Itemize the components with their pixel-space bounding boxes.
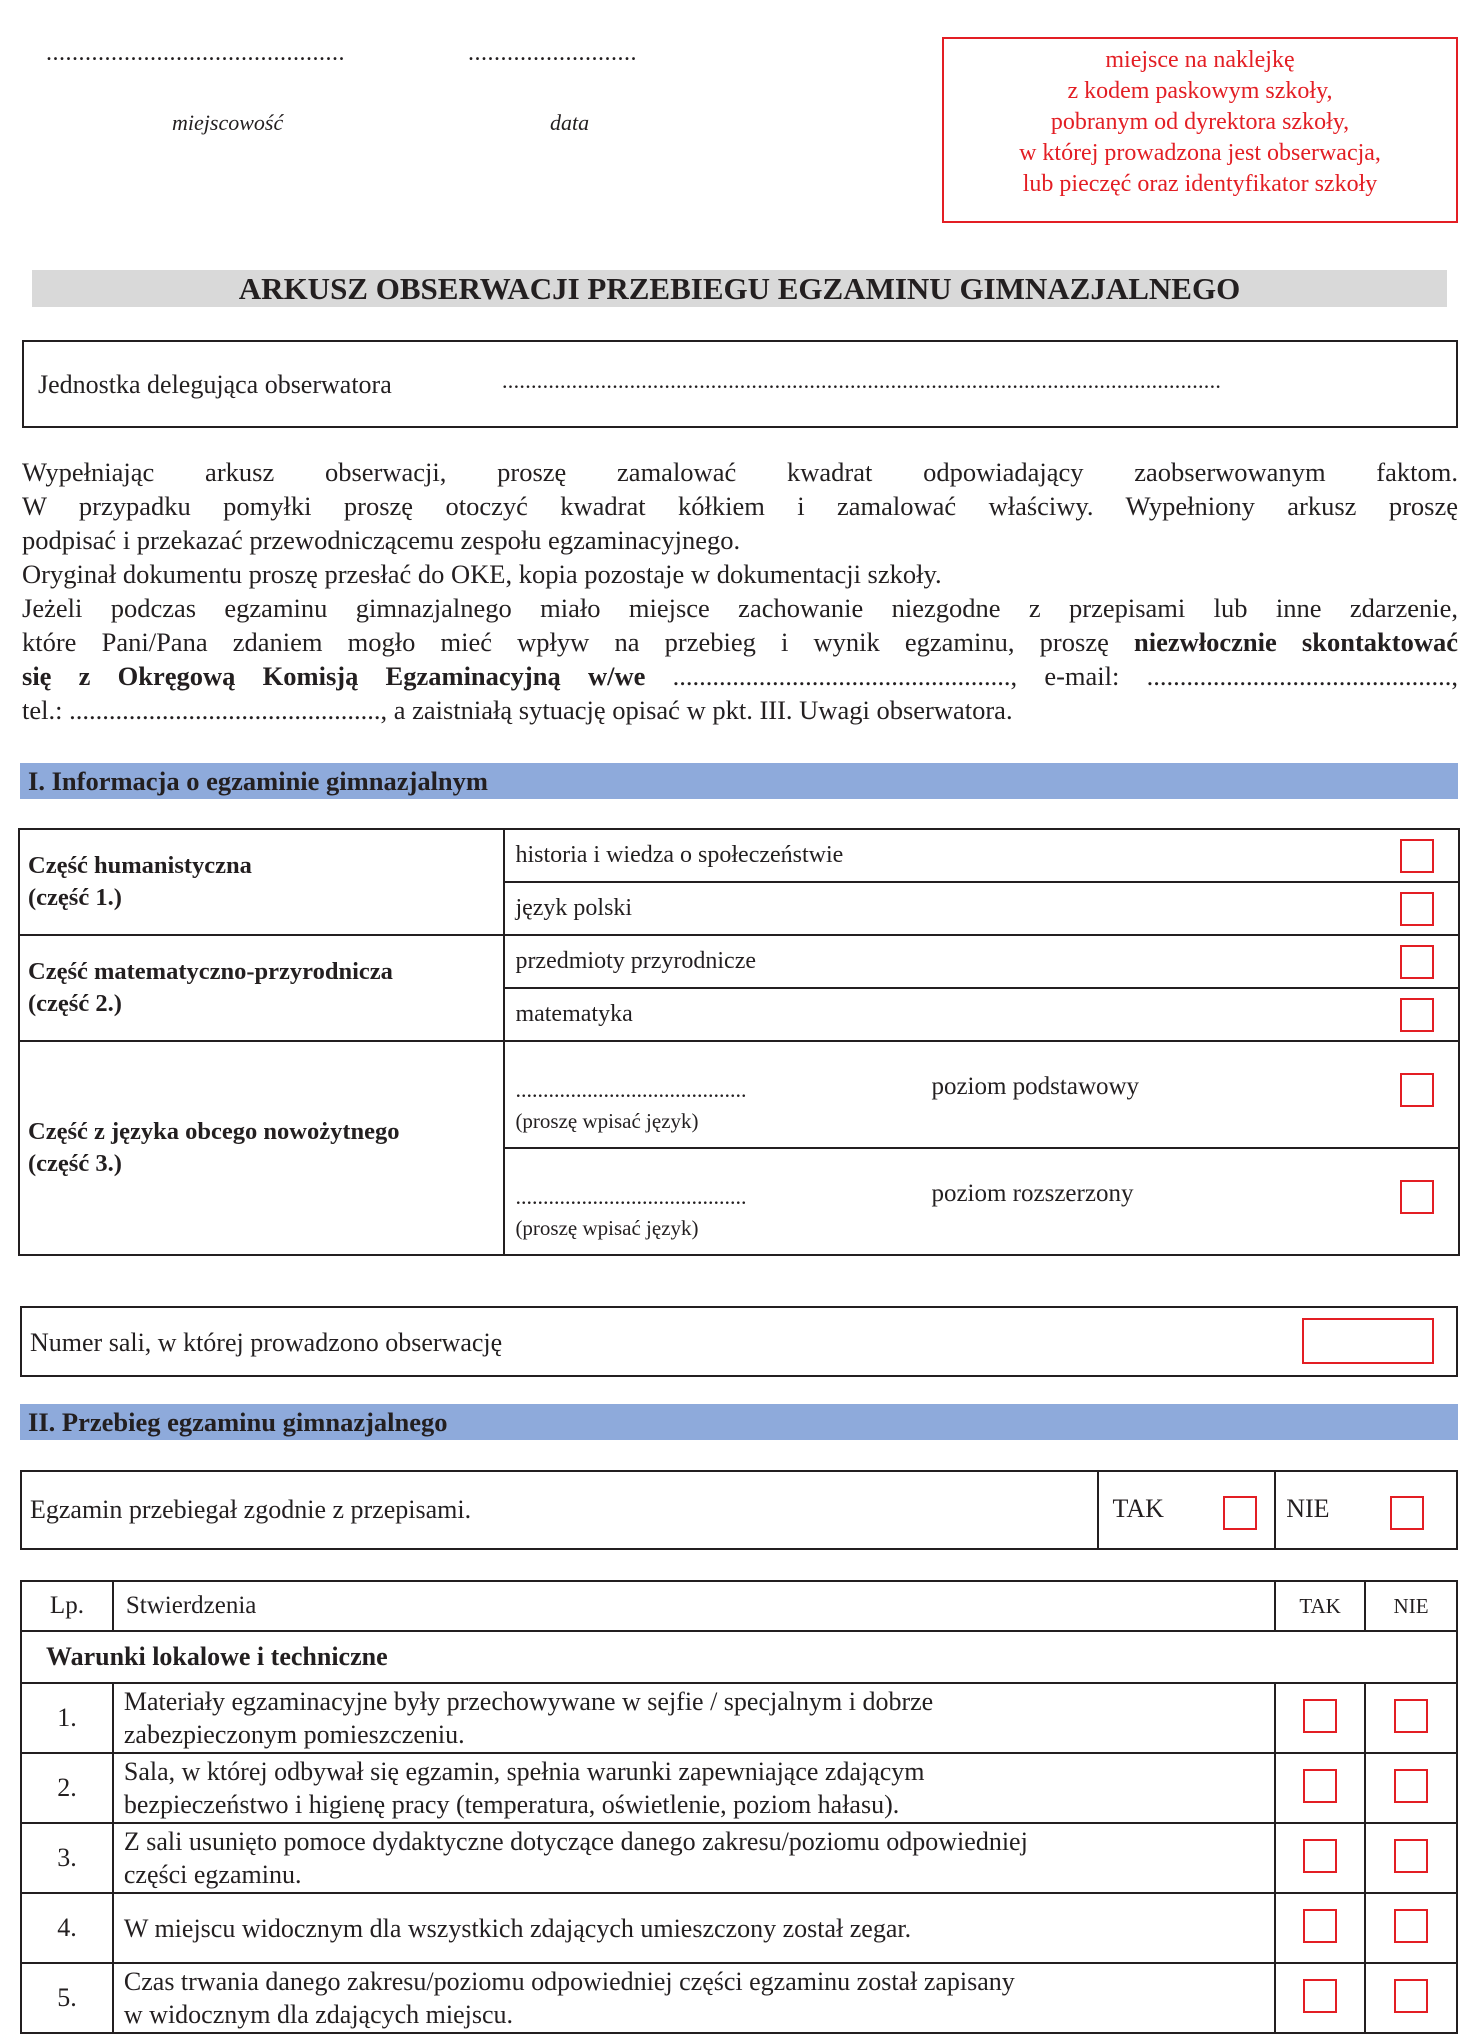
checkbox[interactable]	[1394, 1979, 1428, 2013]
yes-cell	[1275, 1823, 1365, 1893]
checkbox[interactable]	[1303, 1909, 1337, 1943]
exam-parts-table	[18, 828, 1460, 1256]
checkbox[interactable]	[1400, 839, 1434, 873]
part-number: (część 3.)	[28, 1150, 122, 1177]
stamp-line: w której prowadzona jest obserwacja,	[1019, 140, 1381, 166]
checkbox[interactable]	[1303, 1839, 1337, 1873]
row-number: 1.	[21, 1683, 113, 1753]
subject-row	[504, 829, 1459, 882]
row-number: 2.	[21, 1753, 113, 1823]
part-name: Część z języka obcego nowożytnego	[28, 1118, 400, 1145]
date-dots: ..........................	[468, 40, 637, 66]
statement-text	[113, 1683, 1275, 1753]
yes-label: TAK	[1112, 1494, 1164, 1523]
part-name: Część matematyczno-przyrodnicza	[28, 958, 393, 985]
instructions	[22, 455, 1458, 727]
level-label: poziom rozszerzony	[931, 1180, 1134, 1207]
instruction-emphasis: niezwłocznie skontaktować	[1134, 627, 1458, 657]
part-3-label	[19, 1041, 504, 1255]
yes-cell	[1275, 1963, 1365, 2033]
statements-table	[20, 1580, 1458, 2034]
room-number-box	[20, 1306, 1458, 1377]
checkbox[interactable]	[1394, 1699, 1428, 1733]
instruction-line: podpisać i przekazać przewodniczącemu zespołu egzaminacyjnego.	[22, 525, 741, 555]
checkbox[interactable]	[1303, 1979, 1337, 2013]
compliance-yes-cell	[1098, 1471, 1276, 1549]
yes-cell	[1275, 1683, 1365, 1753]
place-label: miejscowość	[172, 110, 284, 135]
checkbox[interactable]	[1303, 1699, 1337, 1733]
language-cell	[505, 1043, 1458, 1146]
language-input[interactable]: ..........................................	[515, 1184, 747, 1209]
instruction-text: które Pani/Pana zdaniem mogło mieć wpływ na przebieg i wynik egzaminu, proszę	[22, 627, 1109, 657]
contact-fields[interactable]: ..................................................., e-mail: ..............................................,	[672, 661, 1458, 691]
statement-text	[113, 1753, 1275, 1823]
language-row	[504, 1148, 1459, 1255]
yes-header: TAK	[1275, 1581, 1365, 1631]
statement-line: bezpieczeństwo i higienę pracy (temperatura, oświetlenie, poziom hałasu).	[123, 1790, 900, 1819]
delegating-unit-box	[22, 340, 1458, 428]
part-number: (część 1.)	[28, 884, 122, 911]
subject-label: przedmioty przyrodnicze	[515, 948, 756, 974]
instruction-line: W przypadku pomyłki proszę otoczyć kwadrat kółkiem i zamalować właściwy. Wypełniony arkusz proszę	[22, 491, 1458, 521]
checkbox[interactable]	[1400, 892, 1434, 926]
checkbox[interactable]	[1394, 1769, 1428, 1803]
row-number: 3.	[21, 1823, 113, 1893]
part-2-label	[19, 935, 504, 1041]
language-hint: (proszę wpisać język)	[515, 1109, 699, 1133]
room-number-label: Numer sali, w której prowadzono obserwację	[30, 1328, 503, 1357]
instruction-line[interactable]: tel.: ..............................................., a zaistniałą sytuację opisać w pkt. III. Uwagi obserwatora.	[22, 695, 1013, 725]
statement-text	[113, 1963, 1275, 2033]
delegating-unit-label: Jednostka delegująca obserwatora	[38, 370, 392, 399]
no-cell	[1365, 1893, 1457, 1963]
place-dots: ..............................................	[46, 40, 345, 66]
no-cell	[1365, 1683, 1457, 1753]
instruction-line: Wypełniając arkusz obserwacji, proszę zamalować kwadrat odpowiadający zaobserwowanym faktom.	[22, 457, 1458, 487]
subject-label: historia i wiedza o społeczeństwie	[515, 842, 844, 868]
instruction-line	[22, 625, 1458, 659]
level-label: poziom podstawowy	[931, 1073, 1140, 1100]
yes-cell	[1275, 1753, 1365, 1823]
no-cell	[1365, 1823, 1457, 1893]
compliance-label: Egzamin przebiegał zgodnie z przepisami.	[21, 1471, 1098, 1549]
stamp-line: miejsce na naklejkę	[1105, 47, 1295, 73]
instruction-emphasis: się z Okręgową Komisją Egzaminacyjną w/we	[22, 661, 646, 691]
row-number: 5.	[21, 1963, 113, 2033]
stamp-line: pobranym od dyrektora szkoły,	[1050, 109, 1350, 135]
statement-text	[113, 1823, 1275, 1893]
instruction-line	[22, 659, 1458, 693]
yes-cell	[1275, 1893, 1365, 1963]
language-cell	[505, 1150, 1458, 1253]
table-row	[21, 1963, 1457, 2033]
subject-label: matematyka	[515, 1001, 633, 1027]
checkbox[interactable]	[1394, 1909, 1428, 1943]
checkbox[interactable]	[1400, 945, 1434, 979]
section-2-header: II. Przebieg egzaminu gimnazjalnego	[20, 1404, 1458, 1440]
stamp-line: z kodem paskowym szkoły,	[1067, 78, 1333, 104]
delegating-unit-field[interactable]: ............................................................................................................................	[502, 368, 1222, 393]
group-title: Warunki lokalowe i techniczne	[21, 1631, 1457, 1683]
language-hint: (proszę wpisać język)	[515, 1216, 699, 1240]
checkbox[interactable]	[1394, 1839, 1428, 1873]
part-number: (część 2.)	[28, 990, 122, 1017]
statement-line: Z sali usunięto pomoce dydaktyczne dotyczące danego zakresu/poziomu odpowiedniej	[123, 1827, 1028, 1856]
statement-line: Materiały egzaminacyjne były przechowywane w sejfie / specjalnym i dobrze	[123, 1687, 934, 1716]
checkbox[interactable]	[1400, 1073, 1434, 1107]
stamp-line: lub pieczęć oraz identyfikator szkoły	[1022, 171, 1378, 197]
barcode-sticker-box	[942, 37, 1458, 223]
checkbox[interactable]	[1223, 1496, 1257, 1530]
statement-line: W miejscu widocznym dla wszystkich zdających umieszczony został zegar.	[123, 1913, 912, 1943]
subject-row	[504, 935, 1459, 988]
table-row	[21, 1823, 1457, 1893]
row-number: 4.	[21, 1893, 113, 1963]
compliance-no-cell	[1275, 1471, 1457, 1549]
date-label: data	[550, 110, 590, 135]
page-title: ARKUSZ OBSERWACJI PRZEBIEGU EGZAMINU GIMNAZJALNEGO	[32, 270, 1447, 307]
table-row	[21, 1893, 1457, 1963]
lp-header: Lp.	[21, 1581, 113, 1631]
checkbox[interactable]	[1400, 998, 1434, 1032]
instruction-line: Oryginał dokumentu proszę przesłać do OKE, kopia pozostaje w dokumentacji szkoły.	[22, 559, 942, 589]
subject-row	[504, 882, 1459, 935]
part-1-label	[19, 829, 504, 935]
compliance-table	[20, 1470, 1458, 1550]
part-name: Część humanistyczna	[28, 852, 252, 879]
statement-text	[113, 1893, 1275, 1963]
subject-row	[504, 988, 1459, 1041]
language-input[interactable]: ..........................................	[515, 1077, 747, 1102]
statements-header: Stwierdzenia	[113, 1581, 1275, 1631]
subject-label: język polski	[515, 895, 633, 921]
statement-line: części egzaminu.	[123, 1860, 302, 1889]
checkbox[interactable]	[1400, 1180, 1434, 1214]
no-cell	[1365, 1963, 1457, 2033]
table-row	[21, 1753, 1457, 1823]
no-cell	[1365, 1753, 1457, 1823]
statement-line: zabezpieczonym pomieszczeniu.	[123, 1720, 465, 1749]
checkbox[interactable]	[1390, 1496, 1424, 1530]
language-row	[504, 1041, 1459, 1148]
statement-line: Sala, w której odbywał się egzamin, spełnia warunki zapewniające zdającym	[123, 1757, 925, 1786]
room-number-field[interactable]	[1302, 1318, 1434, 1364]
no-header: NIE	[1365, 1581, 1457, 1631]
statement-line: w widocznym dla zdających miejscu.	[123, 2000, 514, 2029]
table-row	[21, 1683, 1457, 1753]
instruction-line: Jeżeli podczas egzaminu gimnazjalnego miało miejsce zachowanie niezgodne z przepisami lub inne zdarzenie,	[22, 593, 1458, 623]
section-1-header: I. Informacja o egzaminie gimnazjalnym	[20, 763, 1458, 799]
checkbox[interactable]	[1303, 1769, 1337, 1803]
statement-line: Czas trwania danego zakresu/poziomu odpowiedniej części egzaminu został zapisany	[123, 1967, 1015, 1996]
no-label: NIE	[1286, 1494, 1330, 1523]
